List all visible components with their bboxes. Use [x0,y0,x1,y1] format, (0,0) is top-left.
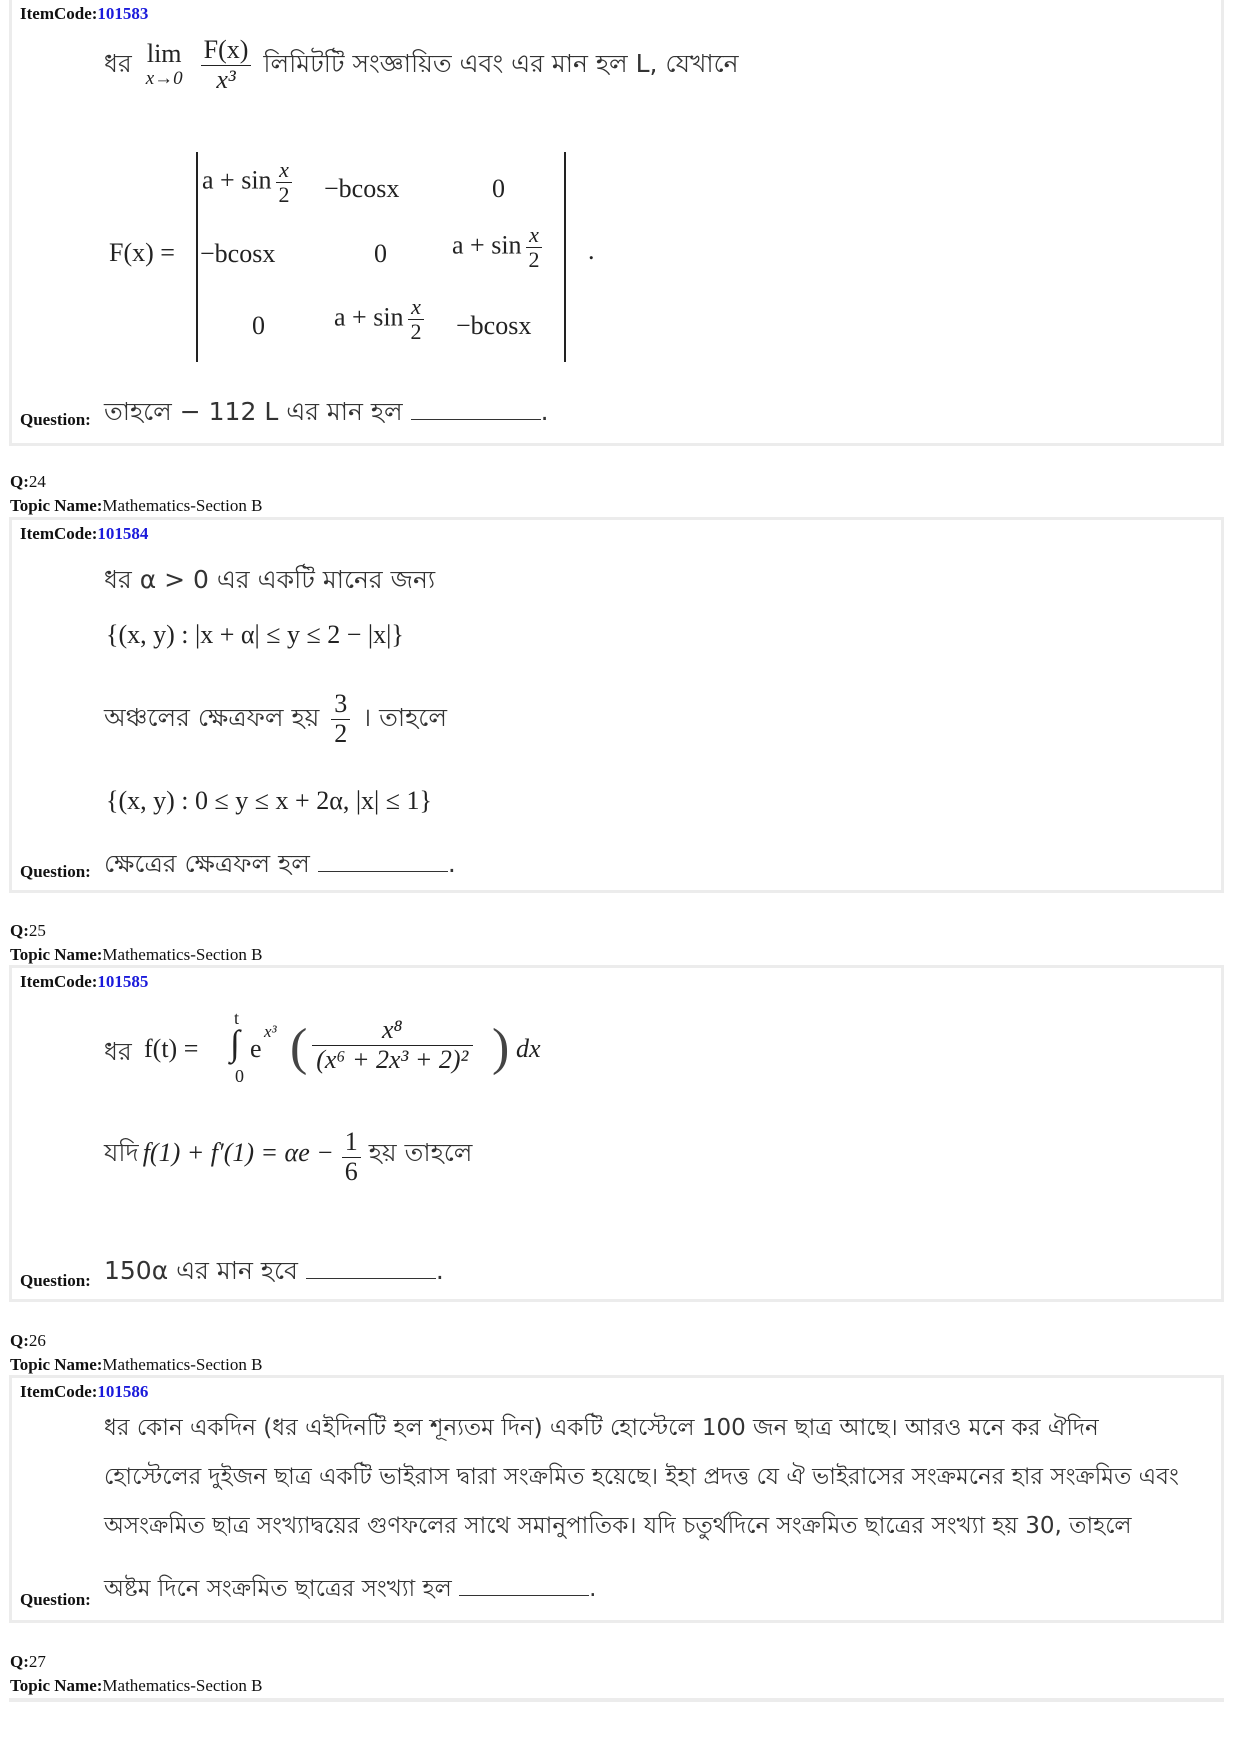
topic-name [10,945,262,965]
next-box-top-border [9,1698,1224,1702]
condition-fraction [342,1128,361,1186]
limit-operator [146,40,183,89]
fraction-numerator: x⁸ [312,1016,473,1046]
question-text [104,1570,596,1609]
question-label: Question: [20,862,91,881]
item-code-value: 101586 [97,1382,149,1401]
limit-fraction [201,36,252,94]
topic-value: Mathematics-Section B [102,1355,263,1374]
condition-math: f(1) + f′(1) = αe − [142,1137,334,1167]
line-alpha: ধর α > 0 এর একটি মানের জন্য [104,565,436,594]
det-r3c1: 0 [252,311,265,340]
question-end: . [435,1256,444,1285]
integrand-fraction [312,1016,473,1074]
det-r2c1: −bcosx [200,239,276,268]
item-code-label: ItemCode: [20,4,98,23]
item-code [20,972,148,992]
question-number [10,472,46,492]
text-prefix: ধর [104,1037,132,1066]
fraction-numerator: F(x) [201,36,252,66]
answer-blank [459,1593,589,1596]
fx-label: F(x) = [109,238,175,267]
para-line-3: অসংক্রমিত ছাত্র সংখ্যাদ্বয়ের গুণফলের সাথে সমানুপাতিক। যদি চতুর্থদিনে সংক্রমিত ছাত্রের সংখ্যা হয় 30, তাহলে [104,1513,1132,1539]
item-code-label: ItemCode: [20,1382,98,1401]
question-box-101585 [9,965,1224,1302]
text-prefix: ধর [104,49,132,79]
fraction-denominator: (x⁶ + 2x³ + 2)² [316,1044,469,1074]
set-two: {(x, y) : 0 ≤ y ≤ x + 2α, |x| ≤ 1} [106,786,433,815]
det-r3c3: −bcosx [456,311,532,340]
integral-lower-limit: 0 [235,1066,244,1086]
question-number [10,1331,46,1351]
text-prefix: অঞ্চলের ক্ষেত্রফল হয় [104,703,320,733]
answer-blank [306,1276,436,1279]
topic-value: Mathematics-Section B [102,496,263,515]
topic-label: Topic Name: [10,1676,103,1695]
integral-upper-limit: t [234,1008,240,1028]
q-number: 26 [28,1331,46,1350]
fraction-denominator: x³ [216,64,236,94]
question-box-101583 [9,0,1224,446]
item-code [20,1382,148,1402]
paren-close: ) [492,1019,510,1076]
text-prefix: যদি [104,1137,139,1167]
q-number: 27 [28,1652,46,1671]
fraction-denominator: 2 [334,718,348,748]
lim-subscript: x→0 [145,67,183,89]
det-r3c2: a + sin $\frac{x}{2}$ [334,295,429,344]
question-text [104,844,456,887]
question-text-content: ক্ষেত্রের ক্ষেত্রফল হল [104,849,310,878]
question-text [104,392,549,435]
q-label: Q: [10,1331,29,1350]
question-box-101584 [9,517,1224,893]
question-text [104,1251,444,1294]
item-code-value: 101583 [97,4,149,23]
answer-blank [318,869,448,872]
area-statement [104,690,447,748]
text-suffix: হয় তাহলে [368,1137,473,1167]
determinant-matrix [196,152,566,362]
topic-value: Mathematics-Section B [102,1676,263,1695]
question-label: Question: [20,410,91,429]
area-fraction [331,690,350,748]
dx: dx [516,1034,541,1063]
text-suffix: । তাহলে [362,703,447,733]
q-label: Q: [10,921,29,940]
topic-label: Topic Name: [10,496,103,515]
q-label: Q: [10,1652,29,1671]
question-text-content: তাহলে − 112 L এর মান হল [104,397,403,426]
item-code-label: ItemCode: [20,524,98,543]
det-r1c3: 0 [492,174,505,203]
fraction-denominator: 6 [344,1156,358,1186]
question-end: . [540,397,549,426]
question-end: . [447,849,456,878]
item-code-value: 101584 [97,524,149,543]
topic-label: Topic Name: [10,945,103,964]
set-one: {(x, y) : |x + α| ≤ y ≤ 2 − |x|} [106,620,404,649]
lim-text: lim [146,39,182,69]
det-r1c2: −bcosx [324,174,400,203]
q-number: 24 [28,472,46,491]
para-line-1: ধর কোন একদিন (ধর এইদিনটি হল শূন্যতম দিন) একটি হোস্টেলে 100 জন ছাত্র আছে। আরও মনে কর ঐদিন [104,1415,1099,1441]
question-text-content: অষ্টম দিনে সংক্রমিত ছাত্রের সংখ্যা হল [104,1576,452,1602]
answer-blank [411,417,541,420]
item-code-value: 101585 [97,972,149,991]
det-r2c2: 0 [374,239,387,268]
function-label: f(t) = [144,1034,199,1063]
problem-paragraph [104,1404,1214,1551]
para-line-2: হোস্টেলের দুইজন ছাত্র একটি ভাইরাস দ্বারা সংক্রমিত হয়েছে। ইহা প্রদত্ত যে ঐ ভাইরাসের সংক্রমনের হার সংক্রমিত এবং [104,1464,1179,1490]
topic-name [10,1676,262,1696]
fraction-numerator: 1 [342,1128,361,1158]
topic-value: Mathematics-Section B [102,945,263,964]
topic-name [10,1355,262,1375]
question-text-content: 150α এর মান হবে [104,1256,298,1285]
question-label: Question: [20,1271,91,1290]
question-label: Question: [20,1590,91,1609]
item-code [20,4,148,24]
det-period: . [588,236,595,265]
topic-name [10,496,262,516]
q-label: Q: [10,472,29,491]
exp-power: x³ [264,1022,277,1041]
question-box-101586 [9,1375,1224,1623]
item-code [20,524,148,544]
limit-statement [104,36,739,94]
paren-open: ( [290,1019,308,1076]
det-r2c3: a + sin $\frac{x}{2}$ [452,223,547,272]
q-number: 25 [28,921,46,940]
exp-base: e [250,1034,262,1063]
question-end: . [589,1576,597,1602]
topic-label: Topic Name: [10,1355,103,1374]
question-number [10,1652,46,1672]
det-r1c1: a + sin $\frac{x}{2}$ [202,158,297,207]
question-number [10,921,46,941]
item-code-label: ItemCode: [20,972,98,991]
text-suffix: লিমিটটি সংজ্ঞায়িত এবং এর মান হল L, যেখানে [263,49,739,79]
integral-sign: ∫ [230,1023,240,1063]
condition-statement [104,1128,472,1186]
fraction-numerator: 3 [331,690,350,720]
